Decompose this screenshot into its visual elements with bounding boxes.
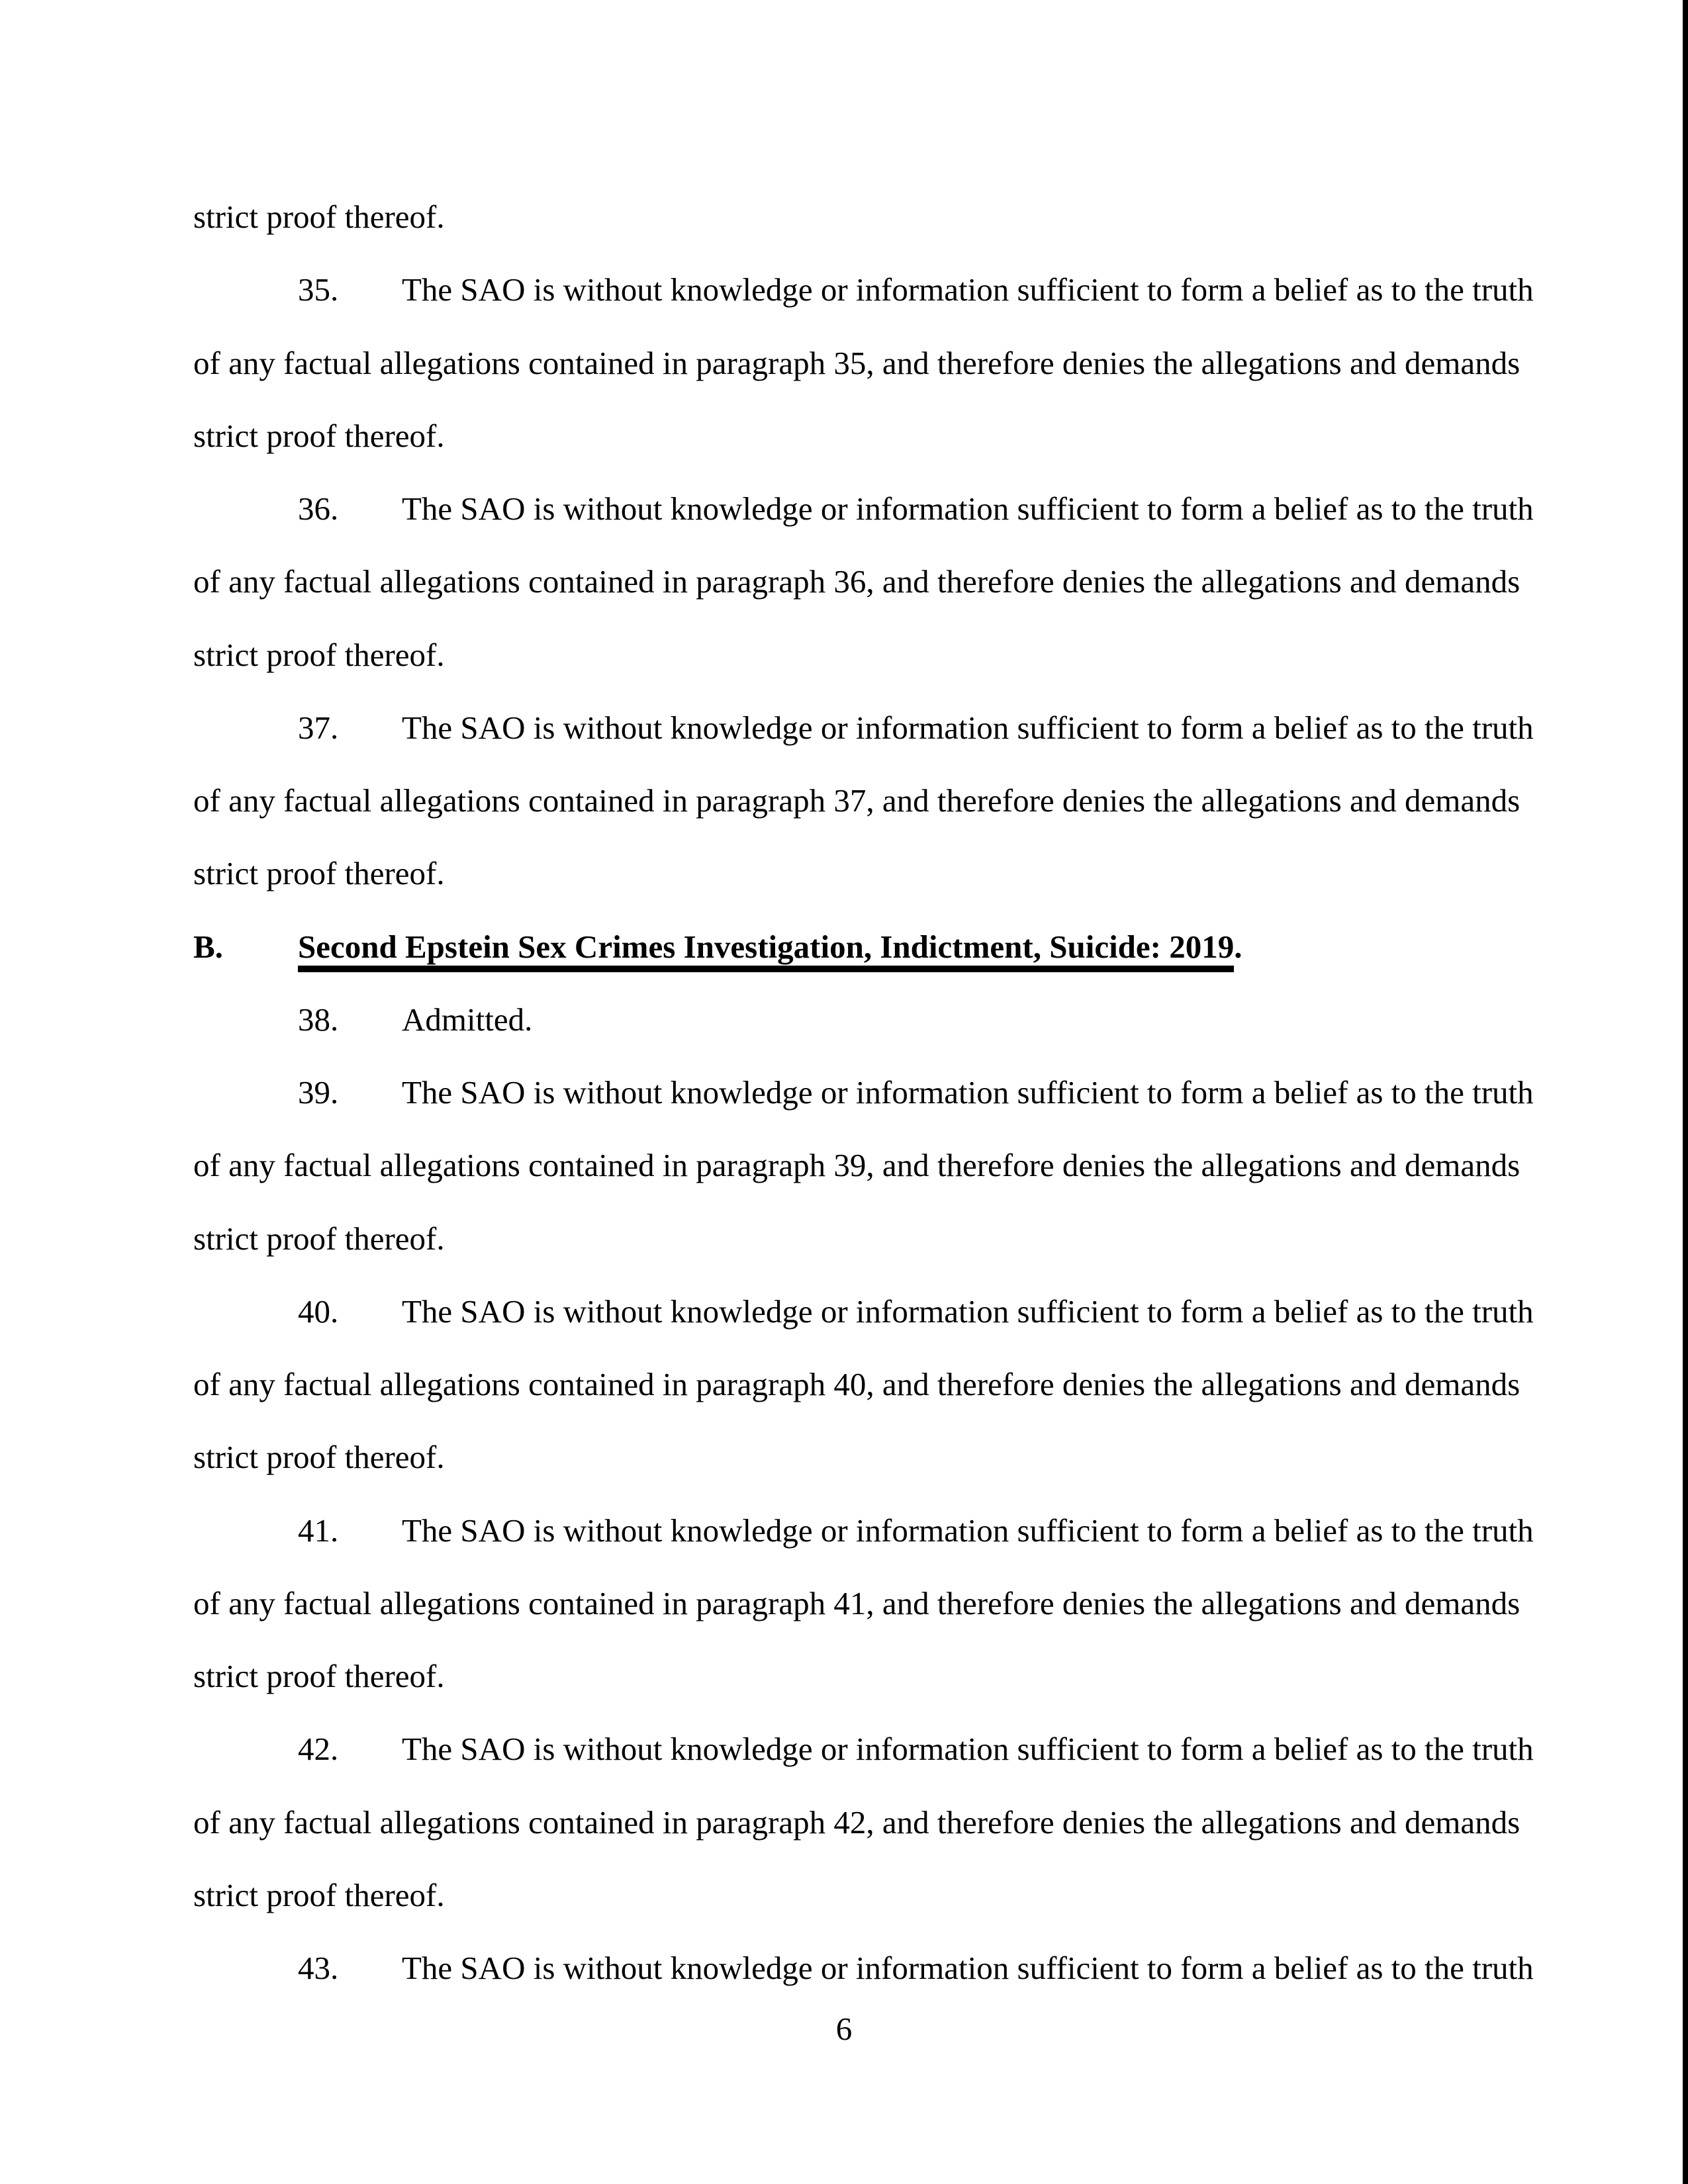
paragraph-39-line-1 [193,1056,1534,1129]
paragraph-40-text-3: strict proof thereof. [193,1439,445,1476]
section-title: Second Epstein Sex Crimes Investigation, Indictment, Suicide: 2019 [298,929,1234,972]
paragraph-36-text-1: The SAO is without knowledge or information sufficient to form a belief as to the truth [402,490,1534,527]
paragraph-41-text-2: of any factual allegations contained in paragraph 41, and therefore denies the allegations and demands [193,1584,1521,1621]
paragraph-39-line-3 [193,1203,1491,1275]
paragraph-38-line-1 [193,983,1491,1056]
paragraph-36-line-3 [193,619,1491,692]
paragraph-36-line-1 [193,473,1534,545]
document-body [193,181,1534,2005]
paragraph-40-line-1 [193,1275,1534,1348]
continuation-text: strict proof thereof. [193,199,445,235]
paragraph-36-line-2 [193,545,1521,618]
paragraph-35-text-2: of any factual allegations contained in paragraph 35, and therefore denies the allegations and demands [193,344,1521,381]
paragraph-35-line-3 [193,400,1491,473]
paragraph-42-text-1: The SAO is without knowledge or information sufficient to form a belief as to the truth [402,1731,1534,1768]
paragraph-42-line-3 [193,1859,1491,1932]
paragraph-38-text: Admitted. [402,1001,533,1038]
paragraph-41-text-1: The SAO is without knowledge or information sufficient to form a belief as to the truth [402,1512,1534,1549]
page-number: 6 [835,2011,853,2047]
paragraph-39-number: 39. [298,1074,339,1111]
paragraph-39-text-2: of any factual allegations contained in paragraph 39, and therefore denies the allegations and demands [193,1147,1521,1184]
paragraph-37-text-1: The SAO is without knowledge or information sufficient to form a belief as to the truth [402,709,1534,746]
paragraph-37-text-3: strict proof thereof. [193,855,445,892]
paragraph-35-line-2 [193,327,1521,400]
paragraph-42-line-2 [193,1786,1521,1859]
paragraph-41-number: 41. [298,1512,339,1549]
section-title-wrap [298,911,1243,983]
paragraph-37-number: 37. [298,709,339,746]
paragraph-36-text-2: of any factual allegations contained in paragraph 36, and therefore denies the allegations and demands [193,563,1521,600]
paragraph-42-line-1 [193,1713,1534,1786]
paragraph-43-text-1: The SAO is without knowledge or information sufficient to form a belief as to the truth [402,1950,1534,1986]
paragraph-41-text-3: strict proof thereof. [193,1658,445,1694]
section-title-period: . [1234,928,1243,965]
paragraph-40-line-2 [193,1348,1521,1421]
paragraph-37-text-2: of any factual allegations contained in paragraph 37, and therefore denies the allegations and demands [193,782,1521,819]
paragraph-40-line-3 [193,1421,1491,1494]
paragraph-37-line-1 [193,692,1534,764]
paragraph-35-line-1 [193,253,1534,326]
paragraph-40-number: 40. [298,1293,339,1330]
paragraph-39-line-2 [193,1129,1521,1202]
paragraph-40-text-2: of any factual allegations contained in paragraph 40, and therefore denies the allegations and demands [193,1366,1521,1402]
continuation-line [193,181,1491,253]
paragraph-39-text-3: strict proof thereof. [193,1220,445,1257]
paragraph-42-text-3: strict proof thereof. [193,1876,445,1913]
paragraph-41-line-3 [193,1640,1491,1713]
paragraph-37-line-3 [193,837,1491,910]
paragraph-36-text-3: strict proof thereof. [193,636,445,673]
paragraph-35-number: 35. [298,271,339,308]
paragraph-37-line-2 [193,764,1521,837]
paragraph-35-text-1: The SAO is without knowledge or information sufficient to form a belief as to the truth [402,271,1534,308]
paragraph-42-text-2: of any factual allegations contained in paragraph 42, and therefore denies the allegations and demands [193,1803,1521,1841]
paragraph-40-text-1: The SAO is without knowledge or information sufficient to form a belief as to the truth [402,1293,1534,1330]
section-heading [193,911,1491,983]
paragraph-38-number: 38. [298,1001,339,1038]
paragraph-41-line-2 [193,1567,1521,1640]
scan-edge-artifact [1683,0,1688,2184]
paragraph-36-number: 36. [298,490,339,527]
paragraph-39-text-1: The SAO is without knowledge or information sufficient to form a belief as to the truth [402,1074,1534,1111]
section-label: B. [193,928,223,965]
paragraph-35-text-3: strict proof thereof. [193,417,445,454]
paragraph-43-number: 43. [298,1950,339,1986]
paragraph-41-line-1 [193,1494,1534,1567]
paragraph-42-number: 42. [298,1731,339,1768]
